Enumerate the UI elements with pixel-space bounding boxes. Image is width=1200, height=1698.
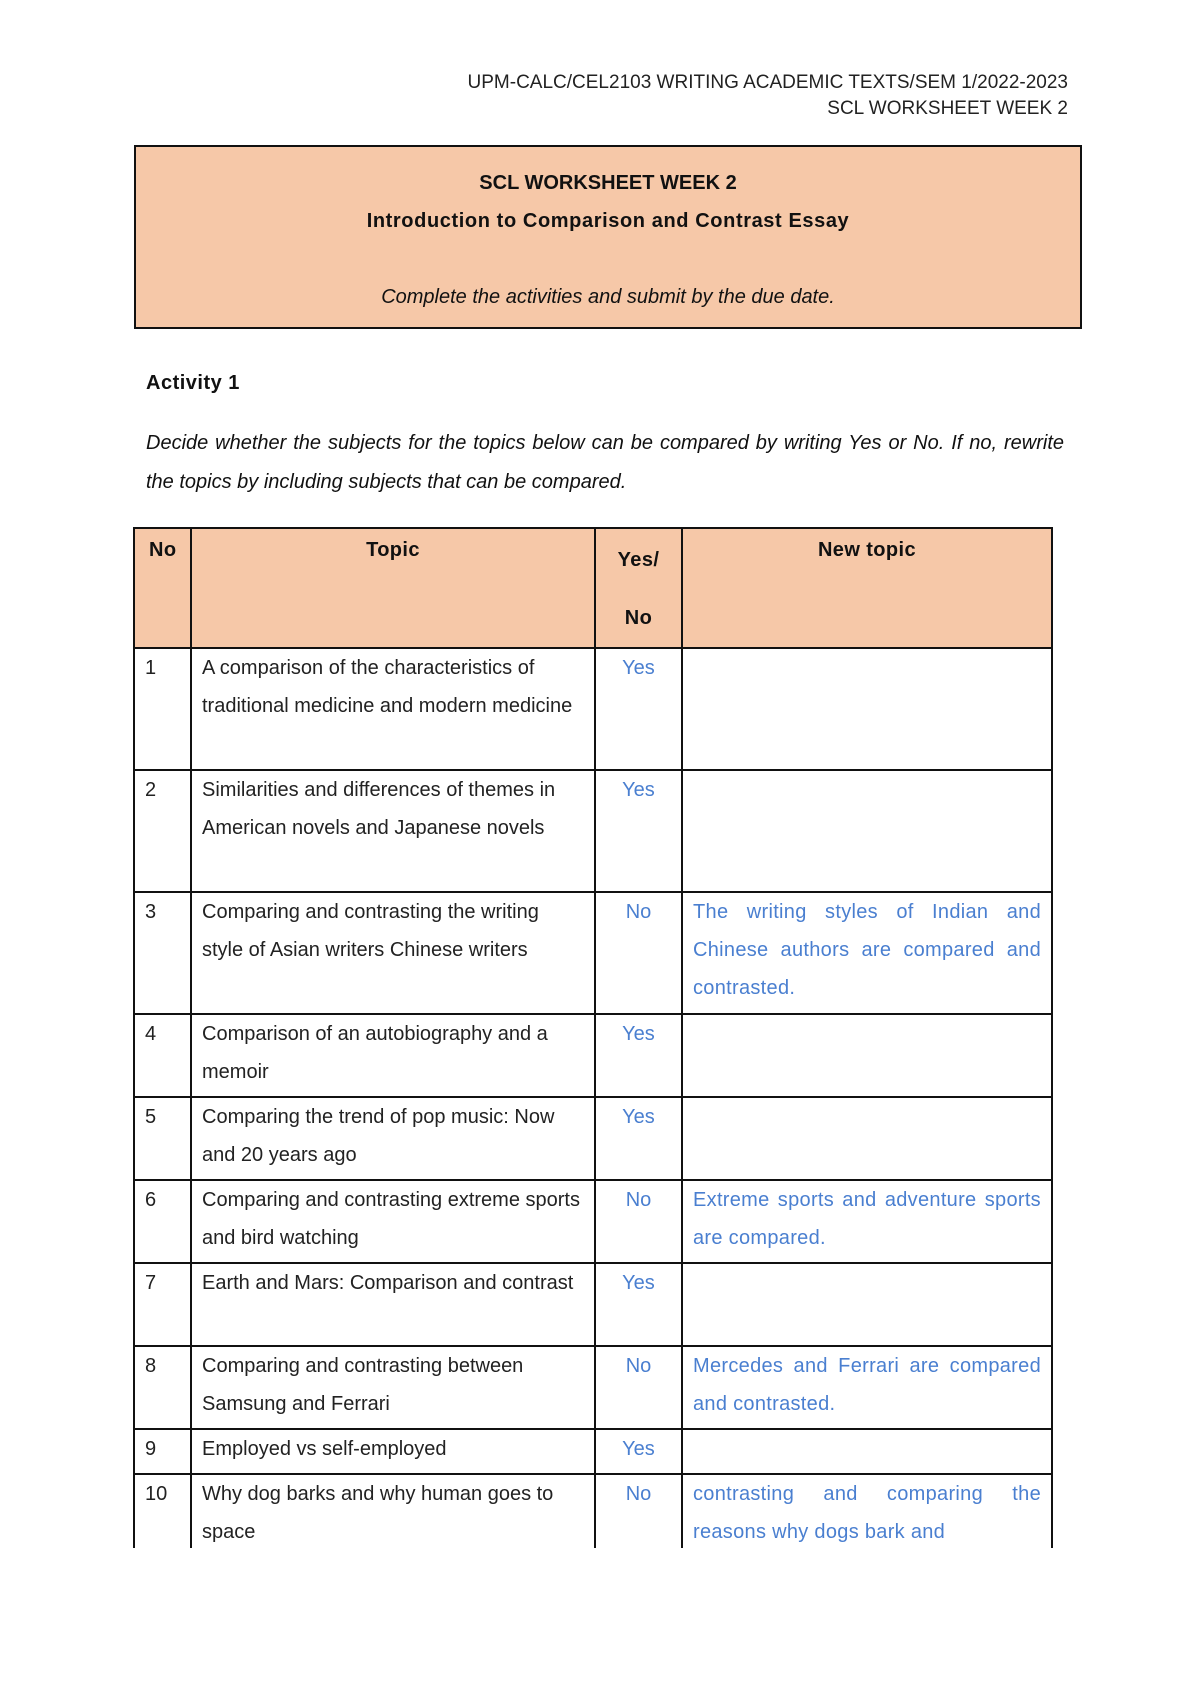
- row-topic: Why dog barks and why human goes to space: [191, 1474, 595, 1548]
- row-number: 2: [134, 770, 191, 892]
- row-number: 6: [134, 1180, 191, 1263]
- table-row: [134, 770, 1052, 892]
- table-row: [134, 1429, 1052, 1474]
- table-row: [134, 892, 1052, 1014]
- table-row: [134, 1097, 1052, 1180]
- header-worksheet-line: SCL WORKSHEET WEEK 2: [827, 98, 1068, 119]
- row-answer: Yes: [595, 1429, 682, 1474]
- row-new-topic: [682, 1097, 1052, 1180]
- table-header-row: [134, 528, 1052, 648]
- worksheet-note: Complete the activities and submit by the due date.: [381, 286, 835, 308]
- row-answer: No: [595, 1346, 682, 1429]
- row-number: 3: [134, 892, 191, 1014]
- topics-table: [133, 527, 1053, 1548]
- row-new-topic: [682, 1014, 1052, 1097]
- table-row: [134, 648, 1052, 770]
- row-answer: Yes: [595, 648, 682, 770]
- table-row: [134, 1263, 1052, 1346]
- row-answer: No: [595, 1180, 682, 1263]
- row-topic: Earth and Mars: Comparison and contrast: [191, 1263, 595, 1346]
- worksheet-title: SCL WORKSHEET WEEK 2: [479, 172, 737, 194]
- activity-heading: Activity 1: [146, 372, 240, 394]
- row-topic: Comparison of an autobiography and a memoir: [191, 1014, 595, 1097]
- table-row: [134, 1014, 1052, 1097]
- row-number: 9: [134, 1429, 191, 1474]
- row-topic: Comparing and contrasting extreme sports and bird watching: [191, 1180, 595, 1263]
- row-answer: Yes: [595, 770, 682, 892]
- row-topic: Employed vs self-employed: [191, 1429, 595, 1474]
- row-number: 5: [134, 1097, 191, 1180]
- row-answer: Yes: [595, 1263, 682, 1346]
- row-number: 8: [134, 1346, 191, 1429]
- row-new-topic: The writing styles of Indian and Chinese authors are compared and contrasted.: [682, 892, 1052, 1014]
- row-new-topic: [682, 648, 1052, 770]
- row-answer: No: [595, 892, 682, 1014]
- row-number: 4: [134, 1014, 191, 1097]
- row-new-topic: [682, 1263, 1052, 1346]
- activity-instructions: Decide whether the subjects for the topics below can be compared by writing Yes or No. If no, rewrite the topics by including subjects that can be compared.: [146, 432, 1064, 493]
- row-topic: Comparing and contrasting between Samsung and Ferrari: [191, 1346, 595, 1429]
- table-row: [134, 1474, 1052, 1548]
- header-no-label: No: [624, 607, 653, 629]
- header-yes-no: [595, 528, 682, 648]
- row-answer: Yes: [595, 1014, 682, 1097]
- row-number: 1: [134, 648, 191, 770]
- row-topic: Similarities and differences of themes in American novels and Japanese novels: [191, 770, 595, 892]
- row-topic: Comparing the trend of pop music: Now and 20 years ago: [191, 1097, 595, 1180]
- row-number: 10: [134, 1474, 191, 1548]
- row-topic: Comparing and contrasting the writing style of Asian writers Chinese writers: [191, 892, 595, 1014]
- row-answer: Yes: [595, 1097, 682, 1180]
- table-row: [134, 1180, 1052, 1263]
- header-new-topic: New topic: [682, 528, 1052, 648]
- row-new-topic: contrasting and comparing the reasons why dogs bark and: [682, 1474, 1052, 1548]
- row-new-topic: Extreme sports and adventure sports are compared.: [682, 1180, 1052, 1263]
- row-new-topic: Mercedes and Ferrari are compared and contrasted.: [682, 1346, 1052, 1429]
- header-course-line: UPM-CALC/CEL2103 WRITING ACADEMIC TEXTS/SEM 1/2022-2023: [467, 72, 1068, 93]
- row-answer: No: [595, 1474, 682, 1548]
- table-row: [134, 1346, 1052, 1429]
- row-new-topic: [682, 1429, 1052, 1474]
- row-new-topic: [682, 770, 1052, 892]
- row-topic: A comparison of the characteristics of traditional medicine and modern medicine: [191, 648, 595, 770]
- row-number: 7: [134, 1263, 191, 1346]
- worksheet-subtitle: Introduction to Comparison and Contrast Essay: [366, 210, 850, 232]
- header-yes-label: Yes/: [617, 549, 660, 571]
- header-topic: Topic: [191, 528, 595, 648]
- header-no: No: [134, 528, 191, 648]
